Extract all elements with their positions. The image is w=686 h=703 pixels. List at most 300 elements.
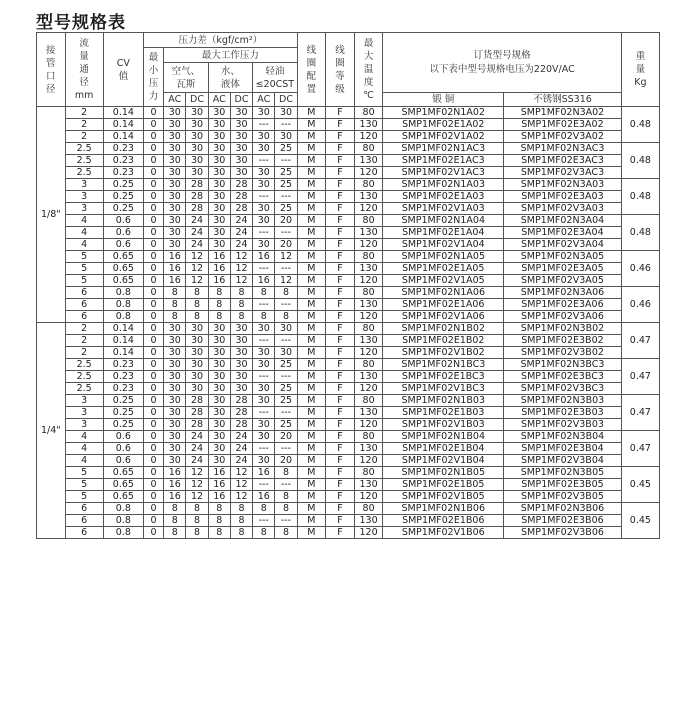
cell-water_dc: 30: [230, 167, 252, 179]
cell-coil: M: [297, 131, 326, 143]
cell-ss: SMP1MF02E3AC3: [504, 155, 622, 167]
cell-temp: 130: [354, 515, 383, 527]
cell-coil: M: [297, 191, 326, 203]
cell-ss: SMP1MF02V3A05: [504, 275, 622, 287]
cell-oil_ac: 8: [253, 311, 275, 323]
cell-coil: M: [297, 443, 326, 455]
cell-air_ac: 30: [164, 167, 186, 179]
cell-water_ac: 8: [208, 287, 230, 299]
cell-oil_dc: 25: [275, 419, 297, 431]
cell-air_ac: 30: [164, 155, 186, 167]
cell-air_dc: 30: [186, 359, 208, 371]
cell-coil: M: [297, 515, 326, 527]
weight-cell: 0.47: [621, 359, 659, 395]
weight-cell: 0.46: [621, 251, 659, 287]
header-char: 线: [306, 44, 317, 56]
cell-ss: SMP1MF02V3B04: [504, 455, 622, 467]
cell-oil_ac: ---: [253, 515, 275, 527]
cell-oil_ac: 30: [253, 431, 275, 443]
cell-oil_dc: ---: [275, 479, 297, 491]
cell-air_dc: 30: [186, 143, 208, 155]
cell-oil_dc: 8: [275, 467, 297, 479]
cell-water_dc: 28: [230, 419, 252, 431]
cell-water_dc: 30: [230, 383, 252, 395]
cell-flow: 3: [65, 179, 103, 191]
cell-coil: M: [297, 203, 326, 215]
cell-cv: 0.65: [103, 479, 143, 491]
header-char: 圈: [335, 57, 345, 69]
cell-cv: 0.23: [103, 371, 143, 383]
cell-cls: F: [326, 239, 355, 251]
cell-water_dc: 30: [230, 371, 252, 383]
weight-cell: 0.45: [621, 467, 659, 503]
cell-coil: M: [297, 155, 326, 167]
cell-water_dc: 24: [230, 227, 252, 239]
cell-water_ac: 16: [208, 251, 230, 263]
header-char: 级: [335, 83, 345, 95]
cell-coil: M: [297, 119, 326, 131]
cell-copper: SMP1MF02N1B05: [383, 467, 504, 479]
cell-cls: F: [326, 119, 355, 131]
cell-oil_ac: 30: [253, 107, 275, 119]
cell-oil_ac: 30: [253, 395, 275, 407]
cell-coil: M: [297, 359, 326, 371]
cell-air_ac: 30: [164, 323, 186, 335]
cell-temp: 120: [354, 455, 383, 467]
cell-air_ac: 16: [164, 467, 186, 479]
cell-oil_dc: ---: [275, 299, 297, 311]
cell-flow: 2.5: [65, 359, 103, 371]
header-char: 径: [79, 77, 89, 88]
header-char: 量: [79, 51, 89, 62]
pipe-size-cell: 1/8": [37, 107, 66, 323]
cell-min: 0: [143, 407, 163, 419]
cell-ss: SMP1MF02E3BC3: [504, 371, 622, 383]
cell-water_ac: 30: [208, 179, 230, 191]
cell-water_dc: 30: [230, 131, 252, 143]
cell-water_dc: 12: [230, 479, 252, 491]
cell-min: 0: [143, 335, 163, 347]
cell-cv: 0.65: [103, 467, 143, 479]
cell-air_dc: 30: [186, 323, 208, 335]
cell-cls: F: [326, 395, 355, 407]
cell-cls: F: [326, 179, 355, 191]
cell-coil: M: [297, 143, 326, 155]
cell-temp: 80: [354, 359, 383, 371]
cell-cls: F: [326, 407, 355, 419]
cell-air_ac: 30: [164, 107, 186, 119]
header-char: 度: [363, 77, 374, 88]
cell-ss: SMP1MF02N3BC3: [504, 359, 622, 371]
cell-flow: 4: [65, 455, 103, 467]
cell-oil_dc: 25: [275, 359, 297, 371]
cell-air_ac: 8: [164, 311, 186, 323]
cell-oil_dc: 30: [275, 131, 297, 143]
cell-air_dc: 28: [186, 407, 208, 419]
cell-cls: F: [326, 419, 355, 431]
cell-cv: 0.25: [103, 179, 143, 191]
cell-ss: SMP1MF02E3B02: [504, 335, 622, 347]
cell-temp: 120: [354, 239, 383, 251]
cell-oil_dc: 8: [275, 527, 297, 539]
cell-cls: F: [326, 503, 355, 515]
cell-cv: 0.8: [103, 515, 143, 527]
cell-oil_ac: 8: [253, 287, 275, 299]
cell-water_dc: 12: [230, 251, 252, 263]
cell-temp: 130: [354, 263, 383, 275]
weight-cell: 0.46: [621, 287, 659, 323]
cell-coil: M: [297, 467, 326, 479]
cell-oil_dc: 25: [275, 395, 297, 407]
cell-oil_ac: 16: [253, 275, 275, 287]
cell-ss: SMP1MF02E3A06: [504, 299, 622, 311]
table-row: [37, 371, 660, 383]
weight-cell: 0.48: [621, 179, 659, 215]
cell-air_dc: 12: [186, 251, 208, 263]
cell-min: 0: [143, 443, 163, 455]
cell-ss: SMP1MF02N3A05: [504, 251, 622, 263]
spec-table: [36, 32, 660, 539]
cell-cv: 0.25: [103, 191, 143, 203]
cell-air_dc: 28: [186, 179, 208, 191]
weight-cell: 0.47: [621, 395, 659, 431]
cell-air_dc: 24: [186, 443, 208, 455]
cell-temp: 120: [354, 419, 383, 431]
cell-air_ac: 30: [164, 143, 186, 155]
cell-copper: SMP1MF02V1B03: [383, 419, 504, 431]
cell-water_ac: 30: [208, 227, 230, 239]
cell-air_dc: 24: [186, 455, 208, 467]
cell-air_ac: 16: [164, 479, 186, 491]
header-char: 线: [335, 44, 345, 56]
cell-water_ac: 30: [208, 119, 230, 131]
header-char: 值: [118, 70, 129, 82]
cell-cls: F: [326, 311, 355, 323]
table-row: [37, 323, 660, 335]
cell-water_dc: 12: [230, 263, 252, 275]
cell-cls: F: [326, 527, 355, 539]
cell-air_dc: 8: [186, 515, 208, 527]
cell-copper: SMP1MF02E1A06: [383, 299, 504, 311]
table-row: [37, 395, 660, 407]
cell-cls: F: [326, 143, 355, 155]
cell-air_dc: 12: [186, 479, 208, 491]
cell-coil: M: [297, 323, 326, 335]
cell-coil: M: [297, 263, 326, 275]
cell-air_ac: 16: [164, 275, 186, 287]
cell-min: 0: [143, 515, 163, 527]
cell-min: 0: [143, 119, 163, 131]
cell-oil_ac: 30: [253, 239, 275, 251]
cell-air_dc: 8: [186, 527, 208, 539]
cell-min: 0: [143, 179, 163, 191]
weight-cell: 0.47: [621, 431, 659, 467]
cell-cv: 0.6: [103, 443, 143, 455]
cell-coil: M: [297, 167, 326, 179]
cell-min: 0: [143, 155, 163, 167]
cell-copper: SMP1MF02V1BC3: [383, 383, 504, 395]
cell-flow: 2: [65, 323, 103, 335]
cell-ss: SMP1MF02V3B05: [504, 491, 622, 503]
cell-coil: M: [297, 503, 326, 515]
cell-cls: F: [326, 467, 355, 479]
table-row: [37, 407, 660, 419]
cell-air_ac: 30: [164, 431, 186, 443]
header-min-pressure: [143, 48, 163, 107]
cell-cls: F: [326, 491, 355, 503]
cell-flow: 2: [65, 119, 103, 131]
cell-oil_ac: ---: [253, 407, 275, 419]
cell-flow: 2.5: [65, 383, 103, 395]
cell-oil_ac: ---: [253, 371, 275, 383]
cell-copper: SMP1MF02N1A02: [383, 107, 504, 119]
cell-cv: 0.25: [103, 203, 143, 215]
cell-oil_ac: 30: [253, 143, 275, 155]
cell-water_dc: 12: [230, 275, 252, 287]
cell-water_dc: 24: [230, 215, 252, 227]
table-row: [37, 419, 660, 431]
cell-ss: SMP1MF02N3B04: [504, 431, 622, 443]
cell-oil_dc: 20: [275, 455, 297, 467]
table-row: [37, 335, 660, 347]
cell-oil_dc: ---: [275, 119, 297, 131]
cell-air_ac: 30: [164, 179, 186, 191]
header-char: 最: [148, 52, 159, 63]
header-char: CV: [116, 57, 130, 69]
cell-ss: SMP1MF02N3A04: [504, 215, 622, 227]
cell-ss: SMP1MF02E3B04: [504, 443, 622, 455]
cell-air_dc: 28: [186, 203, 208, 215]
cell-cls: F: [326, 371, 355, 383]
table-row: [37, 347, 660, 359]
cell-min: 0: [143, 143, 163, 155]
table-row: [37, 263, 660, 275]
cell-temp: 120: [354, 203, 383, 215]
cell-min: 0: [143, 419, 163, 431]
cell-oil_dc: 25: [275, 167, 297, 179]
header-max-work-pressure: 最大工作压力: [164, 48, 298, 63]
header-char: 管: [46, 57, 56, 69]
cell-water_dc: 28: [230, 395, 252, 407]
cell-oil_dc: 12: [275, 251, 297, 263]
cell-air_dc: 28: [186, 191, 208, 203]
weight-cell: 0.48: [621, 143, 659, 179]
cell-water_ac: 30: [208, 347, 230, 359]
cell-cls: F: [326, 215, 355, 227]
cell-oil_dc: ---: [275, 443, 297, 455]
cell-air_ac: 30: [164, 191, 186, 203]
header-text-min: [149, 52, 159, 102]
cell-air_dc: 12: [186, 467, 208, 479]
cell-air_ac: 30: [164, 455, 186, 467]
cell-oil_ac: 16: [253, 467, 275, 479]
cell-min: 0: [143, 167, 163, 179]
cell-coil: M: [297, 383, 326, 395]
cell-cv: 0.8: [103, 299, 143, 311]
cell-copper: SMP1MF02N1A04: [383, 215, 504, 227]
cell-temp: 80: [354, 323, 383, 335]
cell-oil_dc: ---: [275, 407, 297, 419]
cell-air_ac: 30: [164, 395, 186, 407]
cell-water_ac: 30: [208, 407, 230, 419]
header-air-ac: AC: [164, 93, 186, 107]
cell-oil_dc: ---: [275, 335, 297, 347]
cell-cls: F: [326, 383, 355, 395]
cell-ss: SMP1MF02E3A02: [504, 119, 622, 131]
cell-flow: 2.5: [65, 155, 103, 167]
cell-copper: SMP1MF02E1B03: [383, 407, 504, 419]
cell-min: 0: [143, 383, 163, 395]
cell-ss: SMP1MF02V3AC3: [504, 167, 622, 179]
cell-air_ac: 30: [164, 407, 186, 419]
table-row: [37, 299, 660, 311]
cell-coil: M: [297, 311, 326, 323]
table-row: [37, 515, 660, 527]
cell-oil_dc: 8: [275, 311, 297, 323]
cell-water_dc: 8: [230, 299, 252, 311]
cell-min: 0: [143, 275, 163, 287]
cell-oil_ac: ---: [253, 191, 275, 203]
order-spec-note: 以下表中型号规格电压为220V/AC: [429, 63, 575, 75]
cell-oil_ac: 30: [253, 167, 275, 179]
cell-copper: SMP1MF02V1AC3: [383, 167, 504, 179]
table-row: [37, 179, 660, 191]
table-row: [37, 215, 660, 227]
cell-cls: F: [326, 155, 355, 167]
cell-temp: 120: [354, 131, 383, 143]
cell-flow: 5: [65, 491, 103, 503]
cell-water_ac: 30: [208, 215, 230, 227]
cell-flow: 6: [65, 527, 103, 539]
cell-oil_ac: 8: [253, 527, 275, 539]
cell-water_dc: 8: [230, 287, 252, 299]
cell-air_dc: 30: [186, 335, 208, 347]
cell-cls: F: [326, 347, 355, 359]
cell-cls: F: [326, 275, 355, 287]
cell-cls: F: [326, 455, 355, 467]
cell-temp: 80: [354, 215, 383, 227]
cell-oil_dc: 25: [275, 143, 297, 155]
cell-water_ac: 16: [208, 479, 230, 491]
cell-cv: 0.14: [103, 347, 143, 359]
cell-ss: SMP1MF02E3B05: [504, 479, 622, 491]
cell-temp: 130: [354, 479, 383, 491]
cell-oil_dc: 8: [275, 491, 297, 503]
cell-temp: 130: [354, 335, 383, 347]
cell-water_ac: 30: [208, 371, 230, 383]
cell-air_ac: 30: [164, 371, 186, 383]
order-spec-title: 订货型号规格: [473, 49, 531, 61]
cell-cv: 0.14: [103, 107, 143, 119]
cell-copper: SMP1MF02E1AC3: [383, 155, 504, 167]
cell-coil: M: [297, 227, 326, 239]
cell-flow: 2.5: [65, 371, 103, 383]
cell-min: 0: [143, 347, 163, 359]
cell-ss: SMP1MF02E3A03: [504, 191, 622, 203]
cell-coil: M: [297, 455, 326, 467]
cell-water_ac: 30: [208, 335, 230, 347]
cell-ss: SMP1MF02N3B02: [504, 323, 622, 335]
cell-temp: 130: [354, 155, 383, 167]
table-row: [37, 143, 660, 155]
table-row: [37, 275, 660, 287]
cell-min: 0: [143, 107, 163, 119]
header-char: ℃: [363, 90, 374, 101]
cell-air_dc: 24: [186, 215, 208, 227]
cell-oil_dc: ---: [275, 155, 297, 167]
cell-copper: SMP1MF02N1B03: [383, 395, 504, 407]
cell-cv: 0.23: [103, 359, 143, 371]
table-row: [37, 167, 660, 179]
header-max-temp: [354, 33, 383, 107]
cell-cv: 0.6: [103, 227, 143, 239]
cell-temp: 80: [354, 251, 383, 263]
cell-min: 0: [143, 323, 163, 335]
cell-oil_ac: 30: [253, 215, 275, 227]
cell-copper: SMP1MF02N1B02: [383, 323, 504, 335]
table-row: [37, 119, 660, 131]
cell-ss: SMP1MF02N3A02: [504, 107, 622, 119]
header-char: 最: [363, 38, 374, 49]
cell-water_ac: 30: [208, 167, 230, 179]
cell-air_ac: 30: [164, 239, 186, 251]
header-water-ac: AC: [208, 93, 230, 107]
cell-coil: M: [297, 107, 326, 119]
cell-ss: SMP1MF02V3BC3: [504, 383, 622, 395]
cell-water_ac: 30: [208, 359, 230, 371]
cell-water_ac: 30: [208, 431, 230, 443]
cell-water_dc: 30: [230, 107, 252, 119]
cell-cls: F: [326, 299, 355, 311]
cell-flow: 5: [65, 275, 103, 287]
cell-oil_dc: 30: [275, 347, 297, 359]
cell-flow: 3: [65, 191, 103, 203]
cell-min: 0: [143, 431, 163, 443]
cell-cv: 0.8: [103, 503, 143, 515]
cell-air_ac: 30: [164, 227, 186, 239]
cell-cv: 0.6: [103, 215, 143, 227]
pipe-size-cell: 1/4": [37, 323, 66, 539]
cell-oil_ac: 16: [253, 251, 275, 263]
cell-air_ac: 30: [164, 443, 186, 455]
cell-air_dc: 8: [186, 287, 208, 299]
cell-water_dc: 30: [230, 143, 252, 155]
cell-flow: 2.5: [65, 143, 103, 155]
table-row: [37, 491, 660, 503]
cell-oil_ac: 30: [253, 359, 275, 371]
header-char: 通: [79, 64, 89, 75]
cell-air_dc: 24: [186, 431, 208, 443]
cell-min: 0: [143, 479, 163, 491]
cell-water_ac: 16: [208, 491, 230, 503]
cell-cv: 0.14: [103, 335, 143, 347]
cell-cls: F: [326, 263, 355, 275]
cell-water_dc: 8: [230, 503, 252, 515]
cell-coil: M: [297, 419, 326, 431]
cell-water_dc: 30: [230, 323, 252, 335]
header-char: 量: [635, 64, 646, 75]
cell-min: 0: [143, 239, 163, 251]
table-row: [37, 191, 660, 203]
cell-flow: 2: [65, 347, 103, 359]
cell-air_ac: 30: [164, 359, 186, 371]
cell-cv: 0.23: [103, 383, 143, 395]
cell-water_ac: 16: [208, 263, 230, 275]
cell-cv: 0.6: [103, 239, 143, 251]
cell-coil: M: [297, 395, 326, 407]
cell-water_ac: 8: [208, 527, 230, 539]
cell-oil_dc: 8: [275, 287, 297, 299]
